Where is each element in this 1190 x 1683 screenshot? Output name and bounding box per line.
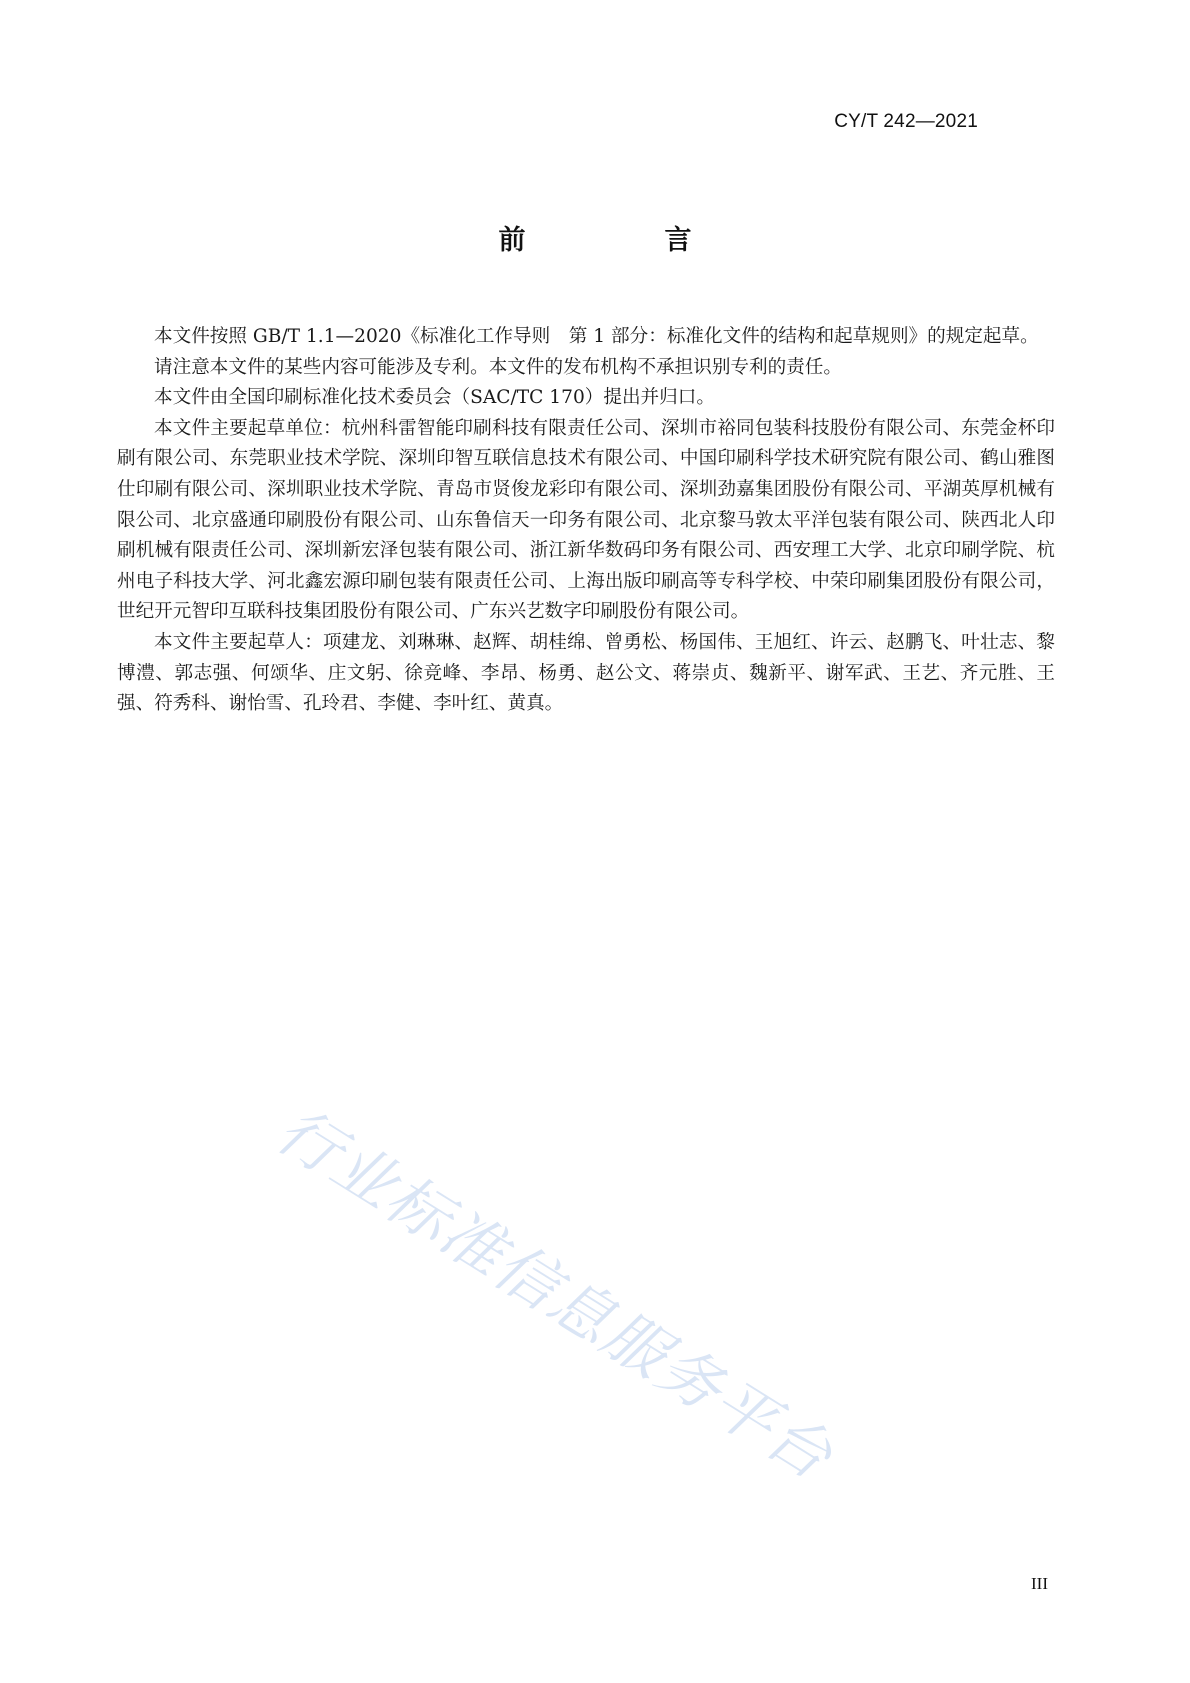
watermark-text: 行业标准信息服务平台 (264, 1093, 846, 1495)
paragraph-drafters: 本文件主要起草人：项建龙、刘琳琳、赵辉、胡桂绵、曾勇松、杨国伟、王旭红、许云、赵鹏飞、叶壮志、黎博澧、郭志强、何颂华、庄文躬、徐竞峰、李昂、杨勇、赵公文、蒋崇贞、魏新平、谢军武、王艺、齐元胜、王强、符秀科、谢怡雪、孔玲君、李健、李叶红、黄真。 (117, 631, 1055, 715)
page-number: III (1031, 1574, 1048, 1593)
preface-body (117, 322, 1055, 720)
paragraph-patent-notice: 请注意本文件的某些内容可能涉及专利。本文件的发布机构不承担识别专利的责任。 (154, 356, 842, 378)
paragraph-drafting-units: 本文件主要起草单位：杭州科雷智能印刷科技有限责任公司、深圳市裕同包装科技股份有限公司、东莞金杯印刷有限公司、东莞职业技术学院、深圳印智互联信息技术有限公司、中国印刷科学技术研究院有限公司、鹤山雅图仕印刷有限公司、深圳职业技术学院、青岛市贤俊龙彩印有限公司、深圳劲嘉集团股份有限公司、平湖英厚机械有限公司、北京盛通印刷股份有限公司、山东鲁信天一印务有限公司、北京黎马敦太平洋包装有限公司、陕西北人印刷机械有限责任公司、深圳新宏泽包装有限公司、浙江新华数码印务有限公司、西安理工大学、北京印刷学院、杭州电子科技大学、河北鑫宏源印刷包装有限责任公司、上海出版印刷高等专科学校、中荣印刷集团股份有限公司，世纪开元智印互联科技集团股份有限公司、广东兴艺数字印刷股份有限公司。 (117, 417, 1055, 623)
paragraph-drafting-rules: 本文件按照 GB/T 1.1—2020《标准化工作导则 第 1 部分：标准化文件的结构和起草规则》的规定起草。 (154, 326, 1039, 347)
standard-code: CY/T 242—2021 (834, 111, 978, 132)
page-title: 前 言 (498, 225, 748, 256)
paragraph-proposer: 本文件由全国印刷标准化技术委员会（SAC/TC 170）提出并归口。 (154, 387, 715, 409)
